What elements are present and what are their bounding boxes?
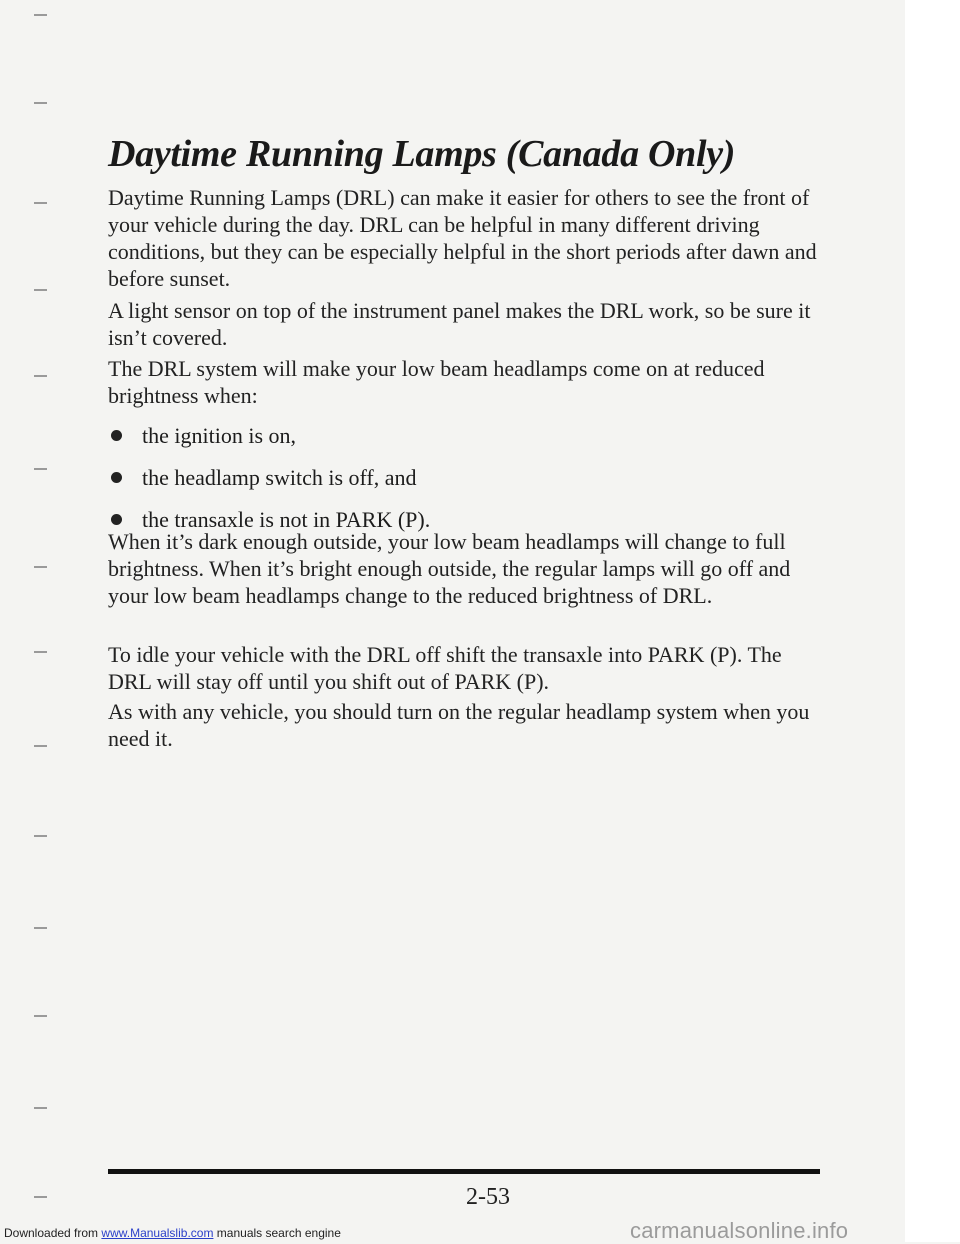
download-watermark (4, 1226, 341, 1240)
margin-mark (34, 14, 47, 16)
margin-mark (34, 375, 47, 377)
watermark-prefix: Downloaded from (4, 1226, 99, 1240)
margin-mark (34, 745, 47, 747)
footer-rule (108, 1169, 820, 1174)
bullet-icon (111, 430, 122, 441)
drl-conditions-paragraph: The DRL system will make your low beam headlamps come on at reduced brightness when: (108, 356, 765, 408)
right-margin-strip (905, 0, 960, 1242)
list-item-text: the headlamp switch is off, and (142, 465, 417, 490)
margin-mark (34, 102, 47, 104)
bullet-icon (111, 472, 122, 483)
brightness-paragraph: When it’s dark enough outside, your low beam headlamps will change to full brightness. When it’s bright enough outside, the regular lamps will go off and your low beam headlamps change to the reduced brightness of DRL. (108, 529, 791, 608)
headlamp-advice-paragraph: As with any vehicle, you should turn on the regular headlamp system when you need it. (108, 699, 810, 751)
list-item-text: the ignition is on, (142, 423, 296, 448)
list-item (108, 422, 430, 464)
intro-paragraph: Daytime Running Lamps (DRL) can make it easier for others to see the front of your vehicle during the day. DRL can be helpful in many different driving conditions, but they can be especially helpful in the short periods after dawn and before sunset. (108, 185, 817, 291)
margin-mark (34, 835, 47, 837)
manualslib-link[interactable]: www.Manualslib.com (101, 1226, 214, 1240)
margin-mark (34, 202, 47, 204)
margin-mark (34, 651, 47, 653)
list-item (108, 464, 430, 506)
margin-mark (34, 927, 47, 929)
list-item-text: the transaxle is not in PARK (P). (142, 507, 431, 532)
page-title: Daytime Running Lamps (Canada Only) (108, 133, 736, 175)
idle-paragraph: To idle your vehicle with the DRL off shift the transaxle into PARK (P). The DRL will stay off until you shift out of PARK (P). (108, 642, 782, 694)
bullet-icon (111, 514, 122, 525)
margin-mark (34, 468, 47, 470)
page-number: 2-53 (466, 1184, 510, 1210)
watermark-suffix: manuals search engine (216, 1226, 341, 1240)
margin-mark (34, 289, 47, 291)
margin-mark (34, 1107, 47, 1109)
sensor-paragraph: A light sensor on top of the instrument panel makes the DRL work, so be sure it isn’t covered. (108, 298, 811, 350)
margin-mark (34, 566, 47, 568)
carmanuals-watermark: carmanualsonline.info (630, 1218, 849, 1243)
margin-mark (34, 1196, 47, 1198)
margin-mark (34, 1015, 47, 1017)
